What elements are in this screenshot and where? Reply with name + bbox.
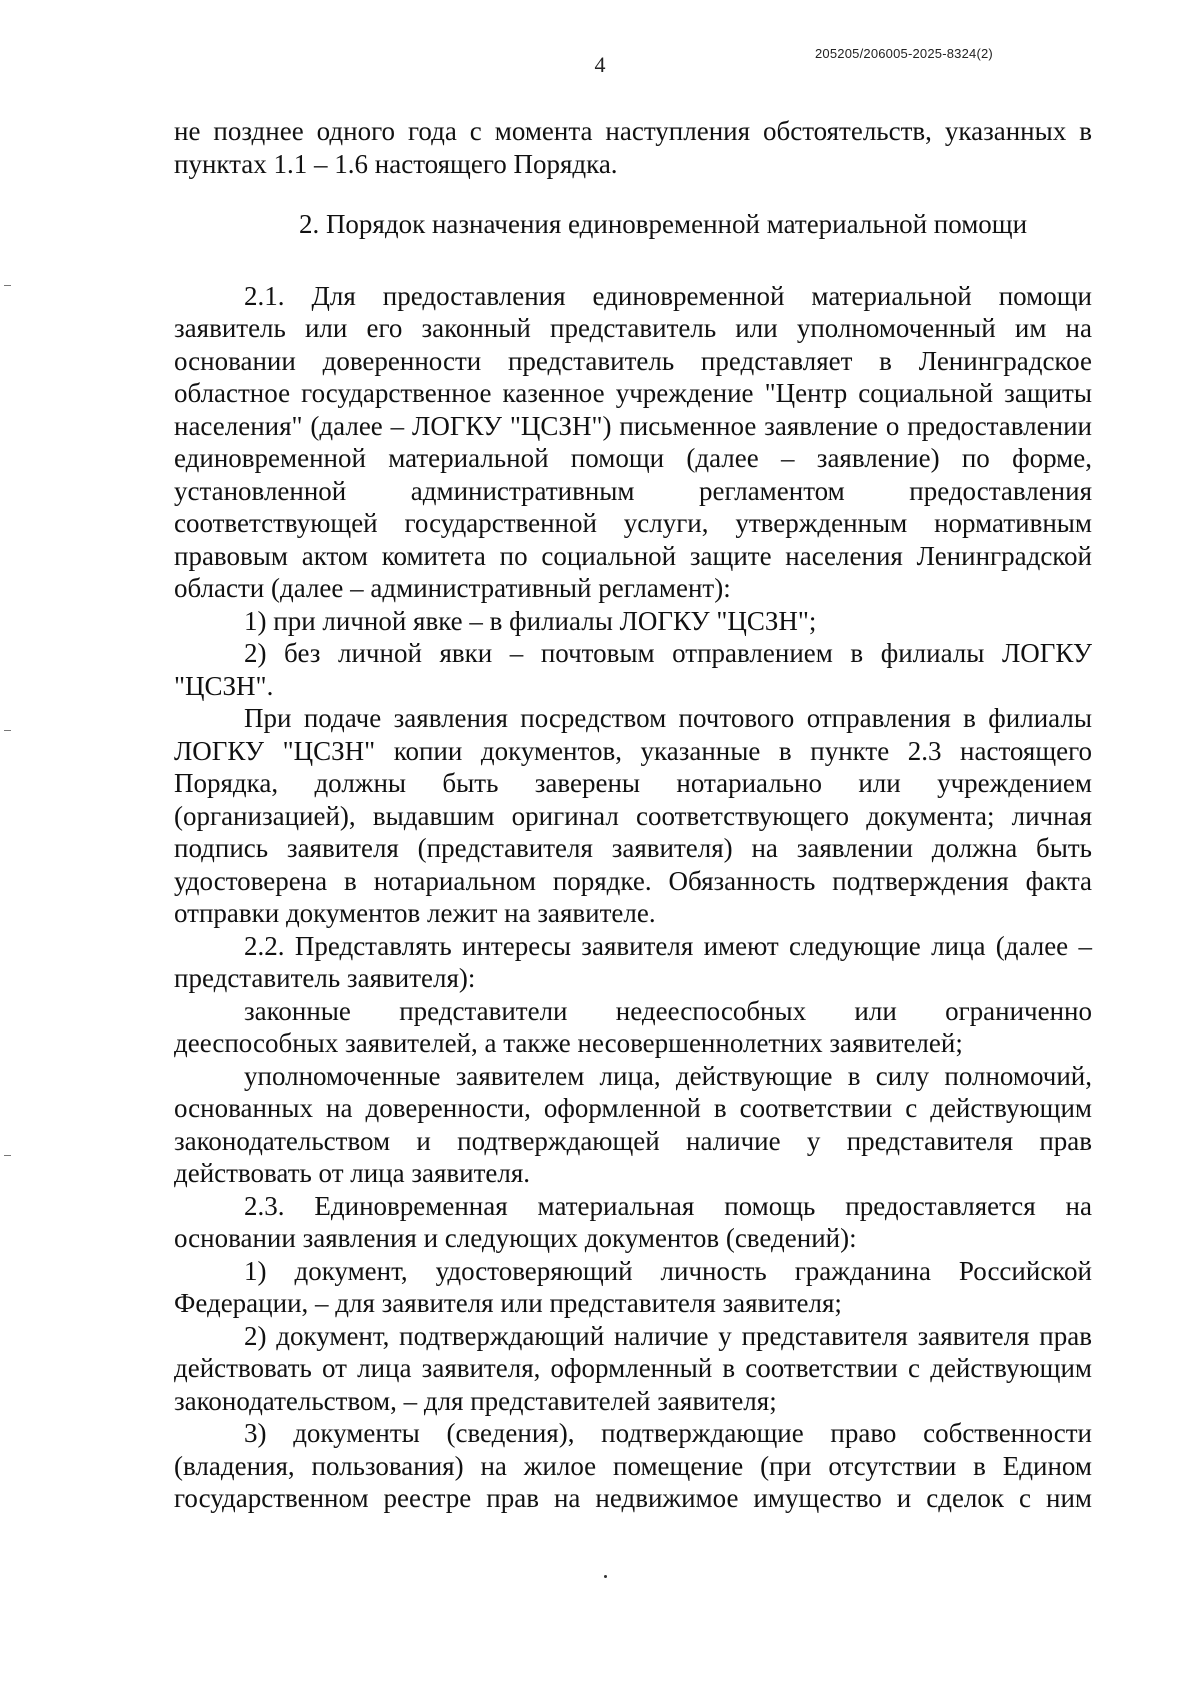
- document-list-item-2: 2) документ, подтверждающий наличие у представителя заявителя прав действовать от лица заявителя, оформленный в соответствии с действующим законодательством, – для представителей заявителя;: [174, 1320, 1092, 1416]
- paragraph-authorized-persons: уполномоченные заявителем лица, действующие в силу полномочий, основанных на доверенности, оформленной в соответствии с действующим законодательством и подтверждающей наличие у представителя прав действовать от лица заявителя.: [174, 1060, 1092, 1188]
- list-item-2: 2) без личной явки – почтовым отправлением в филиалы ЛОГКУ "ЦСЗН".: [174, 638, 1092, 701]
- scan-margin-mark: [4, 730, 11, 731]
- paragraph-postal-submission: При подаче заявления посредством почтового отправления в филиалы ЛОГКУ "ЦСЗН" копии документов, указанные в пункте 2.3 настоящего Порядка, должны быть заверены нотариально или учреждением (организацией), выдавшим оригинал соответствующего документа; личная подпись заявителя (представителя заявителя) на заявлении должна быть удостоверена в нотариальном порядке. Обязанность подтверждения факта отправки документов лежит на заявителе.: [174, 703, 1092, 928]
- document-list-item-1: 1) документ, удостоверяющий личность гражданина Российской Федерации, – для заявителя или представителя заявителя;: [174, 1255, 1092, 1318]
- paragraph-continuation: не позднее одного года с момента наступления обстоятельств, указанных в пунктах 1.1 – 1.6 настоящего Порядка.: [174, 116, 1092, 179]
- document-list-item-3: 3) документы (сведения), подтверждающие право собственности (владения, пользования) на жилое помещение (при отсутствии в Едином государственном реестре прав на недвижимое имущество и сделок с ним: [174, 1418, 1092, 1513]
- list-item-1: 1) при личной явке – в филиалы ЛОГКУ "ЦСЗН";: [244, 605, 817, 636]
- section-heading: 2. Порядок назначения единовременной материальной помощи: [298, 209, 1028, 239]
- scan-margin-mark: [4, 1155, 11, 1156]
- document-body: [174, 115, 1092, 1515]
- scan-margin-mark: [4, 285, 11, 286]
- document-registration-number: 205205/206005-2025-8324(2): [815, 46, 993, 61]
- paragraph-2-1: 2.1. Для предоставления единовременной материальной помощи заявитель или его законный представитель или уполномоченный им на основании доверенности представитель представляет в Ленинградское областное государственное казенное учреждение "Центр социальной защиты населения" (далее – ЛОГКУ "ЦСЗН") письменное заявление о предоставлении единовременной материальной помощи (далее – заявление) по форме, установленной административным регламентом предоставления соответствующей государственной услуги, утвержденным нормативным правовым актом комитета по социальной защите населения Ленинградской области (далее – административный регламент):: [174, 280, 1092, 603]
- page-number: 4: [594, 52, 606, 77]
- paragraph-2-2: 2.2. Представлять интересы заявителя имеют следующие лица (далее – представитель заявителя):: [174, 930, 1092, 993]
- paragraph-2-3: 2.3. Единовременная материальная помощь предоставляется на основании заявления и следующих документов (сведений):: [174, 1190, 1092, 1253]
- paragraph-legal-representatives: законные представители недееспособных или ограниченно дееспособных заявителей, а также несовершеннолетних заявителей;: [174, 995, 1092, 1058]
- scan-artifact-dot: [604, 1575, 607, 1578]
